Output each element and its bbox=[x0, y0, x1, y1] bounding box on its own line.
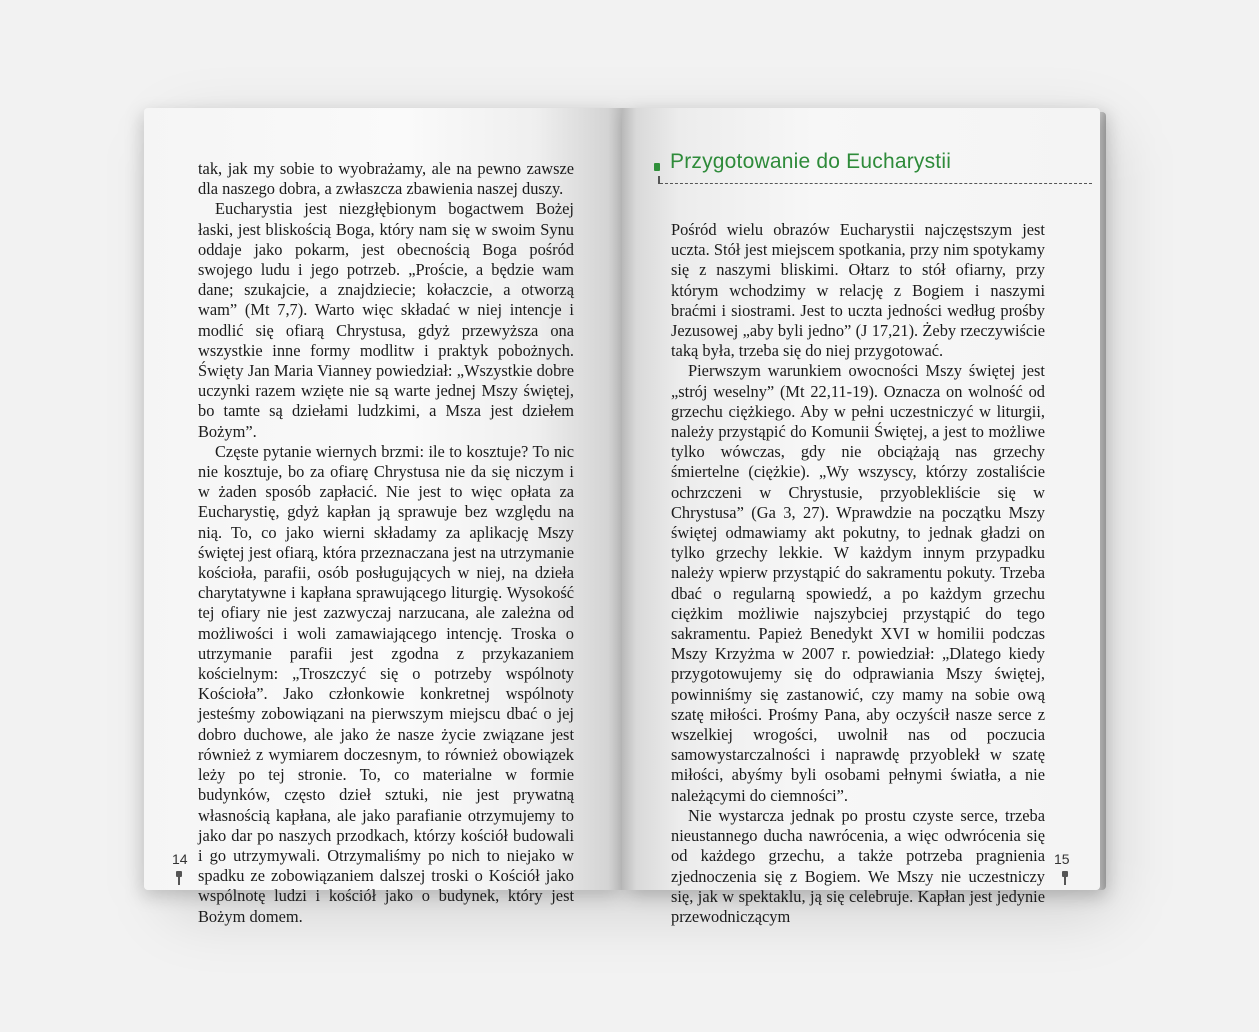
page-number: 15 bbox=[1054, 851, 1070, 867]
paragraph: Nie wystarcza jednak po prostu czyste serce, trzeba nieustannego ducha nawrócenia, a więc odwrócenia się od każdego grzechu, a także potrzeba pragnienia zjednoczenia się z Bogiem. We Mszy nie uczestniczy się, jak w spektaklu, ją się celebruje. Kapłan jest jedynie przewodniczącym bbox=[671, 805, 1045, 926]
right-page bbox=[622, 108, 1100, 926]
left-page bbox=[144, 108, 622, 926]
paragraph: Eucharystia jest niezgłębionym bogactwem Bożej łaski, jest bliskością Boga, który nam się w swoim Synu oddaje jako pokarm, jest obecnością Boga pośród swojego ludu i jego potrzeb. „Proście, a będzie wam dane; szukajcie, a znajdziecie; kołaczcie, a otworzą wam” (Mt 7,7). Warto więc składać w niej intencje i modlić się ofiarą Chrystusa, gdyż przewyższa ona wszystkie inne formy modlitw i praktyk pobożnych. Święty Jan Maria Vianney powiedział: „Wszystkie dobre uczynki razem wzięte nie są warte jednej Mszy świętej, bo tamte są dziełami ludzkimi, a Msza jest dziełem Bożym”. bbox=[198, 199, 574, 441]
heading-dashed-rule bbox=[660, 183, 1092, 184]
right-page-body bbox=[671, 220, 1045, 927]
heading-bullet-icon bbox=[654, 163, 660, 171]
paragraph: Pierwszym warunkiem owocności Mszy świętej jest „strój weselny” (Mt 22,11-19). Oznacza on wolność od grzechu ciężkiego. Aby w pełni uczestniczyć w liturgii, należy przystąpić do Komunii Świętej, a jest to możliwe tylko wówczas, gdy nie obciążają nas grzechy śmiertelne (ciężkie). „Wy wszyscy, którzy zostaliście ochrzczeni w Chrystusie, przyoblekliście się w Chrystusa” (Ga 3, 27). Wprawdzie na początku Mszy świętej odmawiamy akt pokutny, to jednak gładzi on tylko grzechy lekkie. W każdym innym przypadku należy wpierw przystąpić do sakramentu pokuty. Trzeba dbać o regularną spowiedź, a po każdym grzechu ciężkim możliwie najszybciej przystąpić do tego sakramentu. Papież Benedykt XVI w homilii podczas Mszy Krzyżma w 2007 r. powiedział: „Dlatego kiedy przygotowujemy się do odprawiania Mszy świętej, powinniśmy się zastanowić, czy mamy na sobie ową szatę miłości. Prośmy Pana, aby oczyścił nasze serce z wszelkiej wrogości, uwolnił nas od poczucia samowystarczalności i naprawdę przyoblekł w szatę miłości, abyśmy byli osobami pełnymi światła, a nie należącymi do ciemności”. bbox=[671, 361, 1045, 805]
page-marker-icon bbox=[1064, 871, 1066, 885]
left-page-body bbox=[198, 159, 574, 927]
paragraph: Częste pytanie wiernych brzmi: ile to kosztuje? To nic nie kosztuje, bo za ofiarę Chrystusa nie da się niczym i w żaden sposób zapłacić. Nie jest to więc opłata za Eucharystię, gdyż kapłan ją sprawuje bez względu na nią. To, co jako wierni składamy za aplikację Mszy świętej jest ofiarą, która przeznaczana jest na utrzymanie kościoła, parafii, osób posługujących w niej, na dzieła charytatywne i kapłana sprawującego liturgię. Wysokość tej ofiary nie jest zazwyczaj narzucana, ale zależna od możliwości i woli zamawiającego intencję. Troska o utrzymanie parafii jest zgodna z przykazaniem kościelnym: „Troszczyć się o potrzeby wspólnoty Kościoła”. Jako członkowie konkretnej wspólnoty jesteśmy zobowiązani na pierwszym miejscu dbać o jej dobro duchowe, ale jako że nasze życie związane jest również z wymiarem doczesnym, to również obowiązek leży po tej stronie. To, co materialne w formie budynków, często dzieł sztuki, nie jest prywatną własnością kapłana, ale jako parafianie otrzymujemy to jako dar po naszych przodkach, którzy kościół budowali i go utrzymywali. Otrzymaliśmy po nich to niejako w spadku ze zobowiązaniem dalszej troski o Kościół jako wspólnotę ludzi i kościół jako o budynek, który jest Bożym domem. bbox=[198, 441, 574, 926]
chapter-heading bbox=[654, 150, 1100, 186]
chapter-title: Przygotowanie do Eucharystii bbox=[670, 150, 952, 173]
page-number: 14 bbox=[172, 851, 188, 867]
paragraph: Pośród wielu obrazów Eucharystii najczęstszym jest uczta. Stół jest miejscem spotkania, przy nim spotykamy się z naszymi bliskimi. Ołtarz to stół ofiarny, przy którym wchodzimy w relację z Bogiem i naszymi braćmi i siostrami. Jest to uczta jedności według prośby Jezusowej „aby byli jedno” (J 17,21). Żeby rzeczywiście taką była, trzeba się do niej przygotować. bbox=[671, 220, 1045, 361]
page-marker-icon bbox=[178, 871, 180, 885]
paragraph: tak, jak my sobie to wyobrażamy, ale na pewno zawsze dla naszego dobra, a zwłaszcza zbawienia naszej duszy. bbox=[198, 159, 574, 199]
